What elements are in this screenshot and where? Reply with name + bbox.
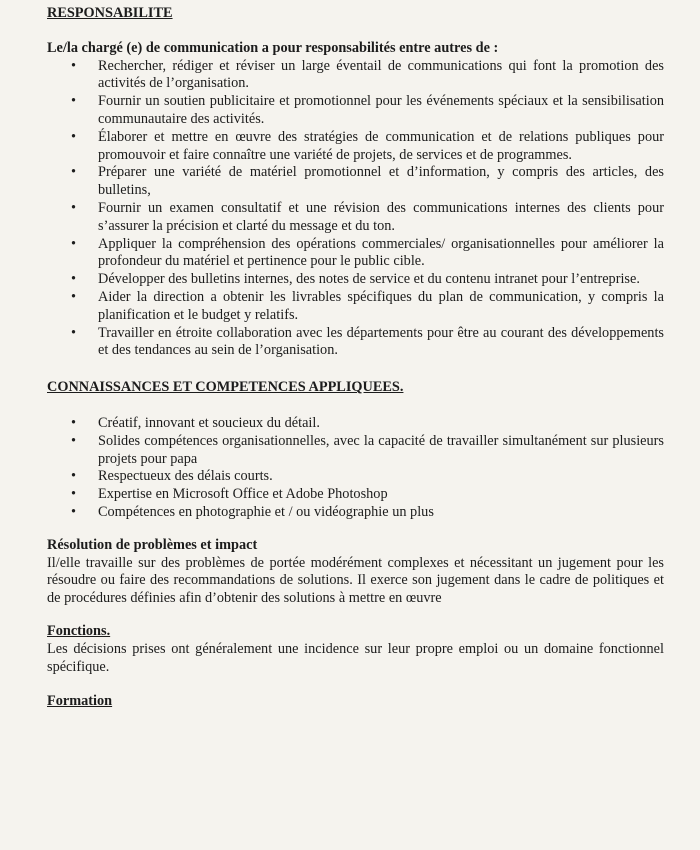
bullet-icon: • (71, 271, 77, 288)
list-item (47, 289, 664, 325)
list-item-text: Fournir un examen consultatif et une révision des communications internes des clients pour s’assurer la précision et clarté du message et du ton. (98, 199, 664, 234)
list-item (47, 236, 664, 272)
list-item (47, 271, 664, 289)
list-item (47, 433, 664, 469)
bullet-icon: • (71, 288, 77, 305)
list-item (47, 504, 664, 522)
bullet-icon: • (71, 432, 77, 449)
list-item-text: Respectueux des délais courts. (98, 468, 273, 485)
responsabilite-heading: RESPONSABILITE (47, 5, 173, 21)
bullet-icon: • (71, 324, 77, 341)
competences-heading: CONNAISSANCES ET COMPETENCES APPLIQUEES. (47, 379, 404, 396)
bullet-icon: • (71, 468, 77, 485)
formation-heading: Formation (47, 693, 113, 710)
list-item (47, 129, 664, 165)
list-item (47, 415, 664, 433)
list-item-text: Compétences en photographie et / ou vidéographie un plus (98, 503, 434, 520)
list-item-text: Préparer une variété de matériel promotionnel et d’information, y compris des articles, des bulletins, (98, 164, 664, 199)
bullet-icon: • (71, 414, 77, 431)
bullet-icon: • (71, 486, 77, 503)
competences-list (47, 415, 664, 522)
bullet-icon: • (71, 57, 77, 74)
list-item-text: Élaborer et mettre en œuvre des stratégies de communication et de relations publiques pour promouvoir et faire connaître une variété de projets, de services et de programmes. (98, 128, 664, 163)
bullet-icon: • (71, 235, 77, 252)
list-item-text: Aider la direction a obtenir les livrables spécifiques du plan de communication, y compris la planification et le budget y relatifs. (98, 288, 664, 323)
list-item-text: Rechercher, rédiger et réviser un large éventail de communications qui font la promotion des activités de l’organisation. (98, 57, 664, 92)
list-item (47, 200, 664, 236)
bullet-icon: • (71, 164, 77, 181)
bullet-icon: • (71, 128, 77, 145)
resolution-paragraph: Il/elle travaille sur des problèmes de portée modérément complexes et nécessitant un jugement pour les résoudre ou faire des recommandations de solutions. Il exerce son jugement dans le cadre de politiques et de procédures définies afin d’obtenir des solutions à mettre en œuvre (47, 554, 664, 607)
bullet-icon: • (71, 93, 77, 110)
list-item (47, 164, 664, 200)
list-item (47, 486, 664, 504)
resolution-heading: Résolution de problèmes et impact (47, 536, 258, 553)
list-item-text: Fournir un soutien publicitaire et promotionnel pour les événements spéciaux et la sensibilisation communautaire des activités. (98, 93, 664, 127)
list-item-text: Développer des bulletins internes, des notes de service et du contenu intranet pour l’entreprise. (98, 271, 640, 288)
bullet-icon: • (71, 503, 77, 520)
list-item-text: Appliquer la compréhension des opérations commerciales/ organisationnelles pour améliorer la profondeur du matériel et pertinence pour le public cible. (98, 235, 664, 270)
bullet-icon: • (71, 199, 77, 216)
list-item (47, 468, 664, 486)
list-item (47, 58, 664, 94)
list-item-text: Expertise en Microsoft Office et Adobe Photoshop (98, 486, 388, 503)
list-item-text: Travailler en étroite collaboration avec les départements pour être au courant des développements et des tendances au sein de l’organisation. (98, 324, 664, 359)
list-item-text: Solides compétences organisationnelles, avec la capacité de travailler simultanément sur plusieurs projets pour papa (98, 432, 664, 467)
fonctions-paragraph: Les décisions prises ont généralement une incidence sur leur propre emploi ou un domaine fonctionnel spécifique. (47, 640, 664, 675)
list-item (47, 325, 664, 361)
responsabilite-list (47, 58, 664, 361)
list-item (47, 93, 664, 129)
fonctions-heading: Fonctions. (47, 622, 111, 639)
responsabilite-intro: Le/la chargé (e) de communication a pour responsabilités entre autres de : (47, 39, 499, 56)
list-item-text: Créatif, innovant et soucieux du détail. (98, 414, 320, 431)
